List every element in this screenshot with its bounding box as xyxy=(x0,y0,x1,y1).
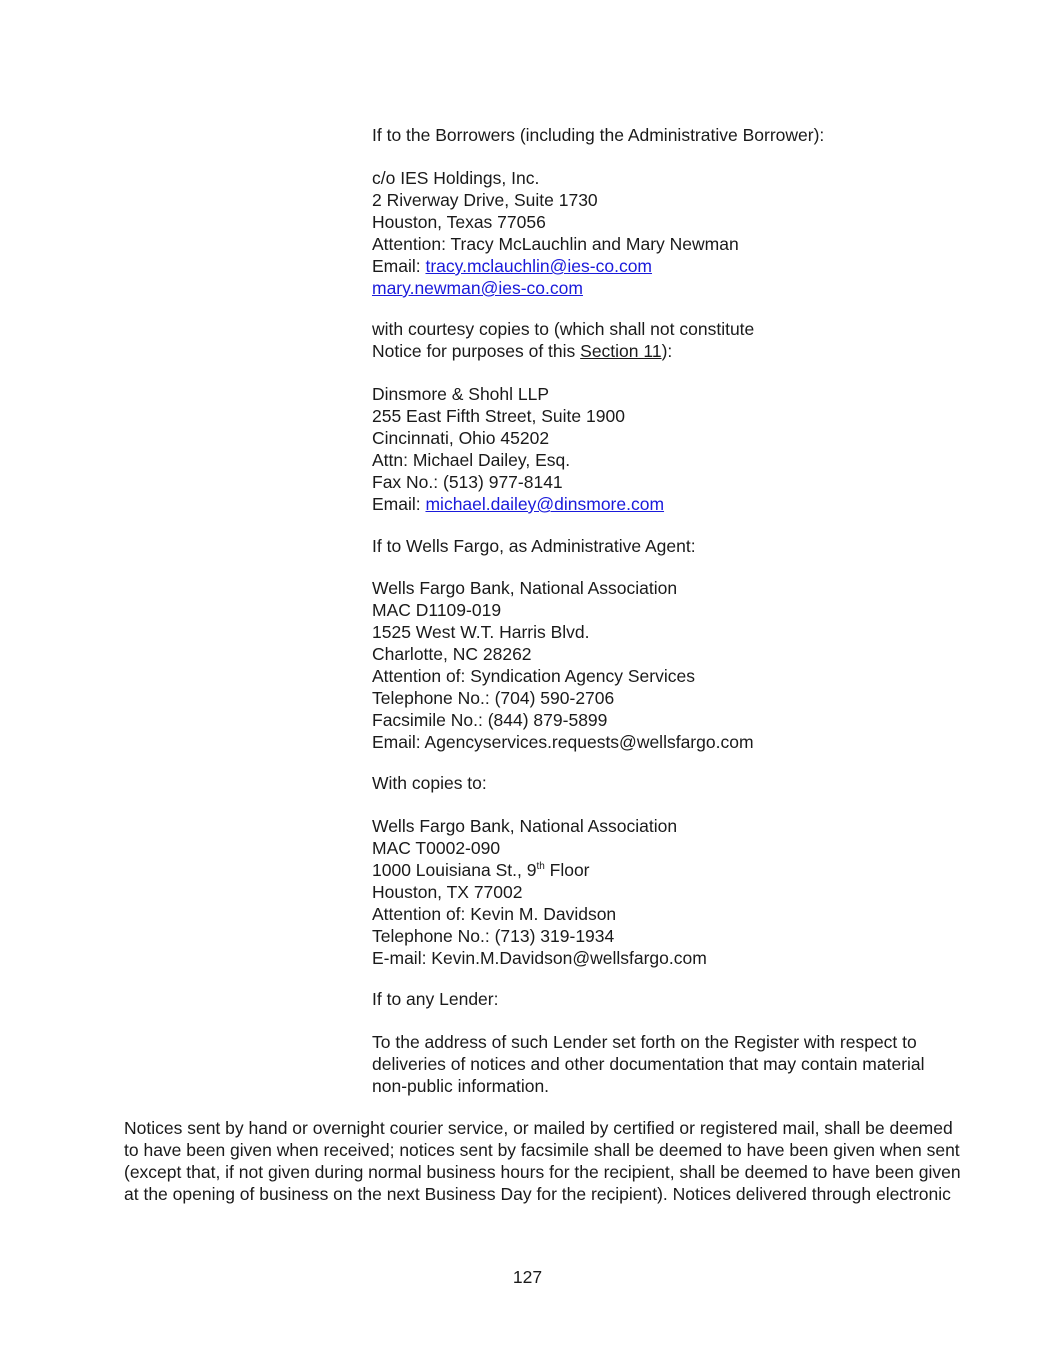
agent-copies-city: Houston, TX 77002 xyxy=(372,882,523,902)
agent-heading-block xyxy=(372,535,952,557)
dinsmore-email-label: Email: xyxy=(372,494,426,514)
lender-line-2: deliveries of notices and other documentation that may contain material xyxy=(372,1054,925,1074)
agent-copies-mac: MAC T0002-090 xyxy=(372,838,501,858)
borrowers-email-line-2 xyxy=(372,277,952,299)
borrowers-email-label: Email: xyxy=(372,256,426,276)
notices-line-3: (except that, if not given during normal business hours for the recipient, shall be deemed to have been given xyxy=(124,1162,961,1182)
courtesy-line-2 xyxy=(372,340,952,362)
agent-facsimile: Facsimile No.: (844) 879-5899 xyxy=(372,710,608,730)
borrowers-address-block xyxy=(372,167,952,299)
agent-city: Charlotte, NC 28262 xyxy=(372,644,532,664)
notices-line-2: to have been given when received; notices sent by facsimile shall be deemed to have been given when sent xyxy=(124,1140,960,1160)
agent-copies-telephone: Telephone No.: (713) 319-1934 xyxy=(372,926,615,946)
agent-email: Email: Agencyservices.requests@wellsfargo.com xyxy=(372,732,754,752)
agent-bank: Wells Fargo Bank, National Association xyxy=(372,578,678,598)
borrowers-heading-block xyxy=(372,124,952,146)
dinsmore-email-line xyxy=(372,493,952,515)
dinsmore-address-block xyxy=(372,383,952,515)
agent-copies-email: E-mail: Kevin.M.Davidson@wellsfargo.com xyxy=(372,948,707,968)
dinsmore-city: Cincinnati, Ohio 45202 xyxy=(372,428,550,448)
agent-heading: If to Wells Fargo, as Administrative Agent: xyxy=(372,536,696,556)
agent-copies-attention: Attention of: Kevin M. Davidson xyxy=(372,904,617,924)
agent-copies-street xyxy=(372,859,952,881)
agent-address-block xyxy=(372,577,952,753)
dinsmore-attn: Attn: Michael Dailey, Esq. xyxy=(372,450,571,470)
courtesy-copies-block xyxy=(372,318,952,362)
courtesy-line-2-prefix: Notice for purposes of this xyxy=(372,341,581,361)
agent-copies-street-prefix: 1000 Louisiana St., 9 xyxy=(372,860,537,880)
agent-street: 1525 West W.T. Harris Blvd. xyxy=(372,622,590,642)
lender-heading-block xyxy=(372,988,952,1010)
section-reference: Section 11 xyxy=(580,341,662,361)
lender-heading: If to any Lender: xyxy=(372,989,499,1009)
borrowers-company: c/o IES Holdings, Inc. xyxy=(372,168,540,188)
courtesy-line-1: with courtesy copies to (which shall not constitute xyxy=(372,319,755,339)
page-number: 127 xyxy=(512,1267,543,1287)
courtesy-line-2-suffix: ): xyxy=(661,341,673,361)
borrowers-email-link-2[interactable]: mary.newman@ies-co.com xyxy=(372,278,583,298)
dinsmore-fax: Fax No.: (513) 977-8141 xyxy=(372,472,563,492)
lender-line-3: non-public information. xyxy=(372,1076,550,1096)
borrowers-heading: If to the Borrowers (including the Administrative Borrower): xyxy=(372,125,825,145)
agent-telephone: Telephone No.: (704) 590-2706 xyxy=(372,688,615,708)
borrowers-street: 2 Riverway Drive, Suite 1730 xyxy=(372,190,598,210)
borrowers-email-link-1[interactable]: tracy.mclauchlin@ies-co.com xyxy=(425,256,653,276)
agent-copies-street-suffix: Floor xyxy=(544,860,590,880)
agent-copies-bank: Wells Fargo Bank, National Association xyxy=(372,816,678,836)
notices-paragraph xyxy=(124,1117,961,1205)
agent-attention: Attention of: Syndication Agency Services xyxy=(372,666,695,686)
lender-address-block xyxy=(372,1031,952,1097)
lender-line-1: To the address of such Lender set forth on the Register with respect to xyxy=(372,1032,917,1052)
notices-line-1: Notices sent by hand or overnight courier service, or mailed by certified or registered mail, shall be deemed xyxy=(124,1118,953,1138)
dinsmore-firm: Dinsmore & Shohl LLP xyxy=(372,384,550,404)
borrowers-attention: Attention: Tracy McLauchlin and Mary Newman xyxy=(372,234,739,254)
borrowers-city: Houston, Texas 77056 xyxy=(372,212,546,232)
agent-copies-heading-block xyxy=(372,772,952,794)
agent-copies-heading: With copies to: xyxy=(372,773,487,793)
notices-line-4: at the opening of business on the next Business Day for the recipient). Notices delivered through electronic xyxy=(124,1184,951,1204)
agent-copies-address-block xyxy=(372,815,952,969)
dinsmore-street: 255 East Fifth Street, Suite 1900 xyxy=(372,406,625,426)
dinsmore-email-link[interactable]: michael.dailey@dinsmore.com xyxy=(425,494,665,514)
borrowers-email-line xyxy=(372,255,952,277)
agent-mac: MAC D1109-019 xyxy=(372,600,502,620)
agent-copies-street-sup: th xyxy=(536,861,545,873)
